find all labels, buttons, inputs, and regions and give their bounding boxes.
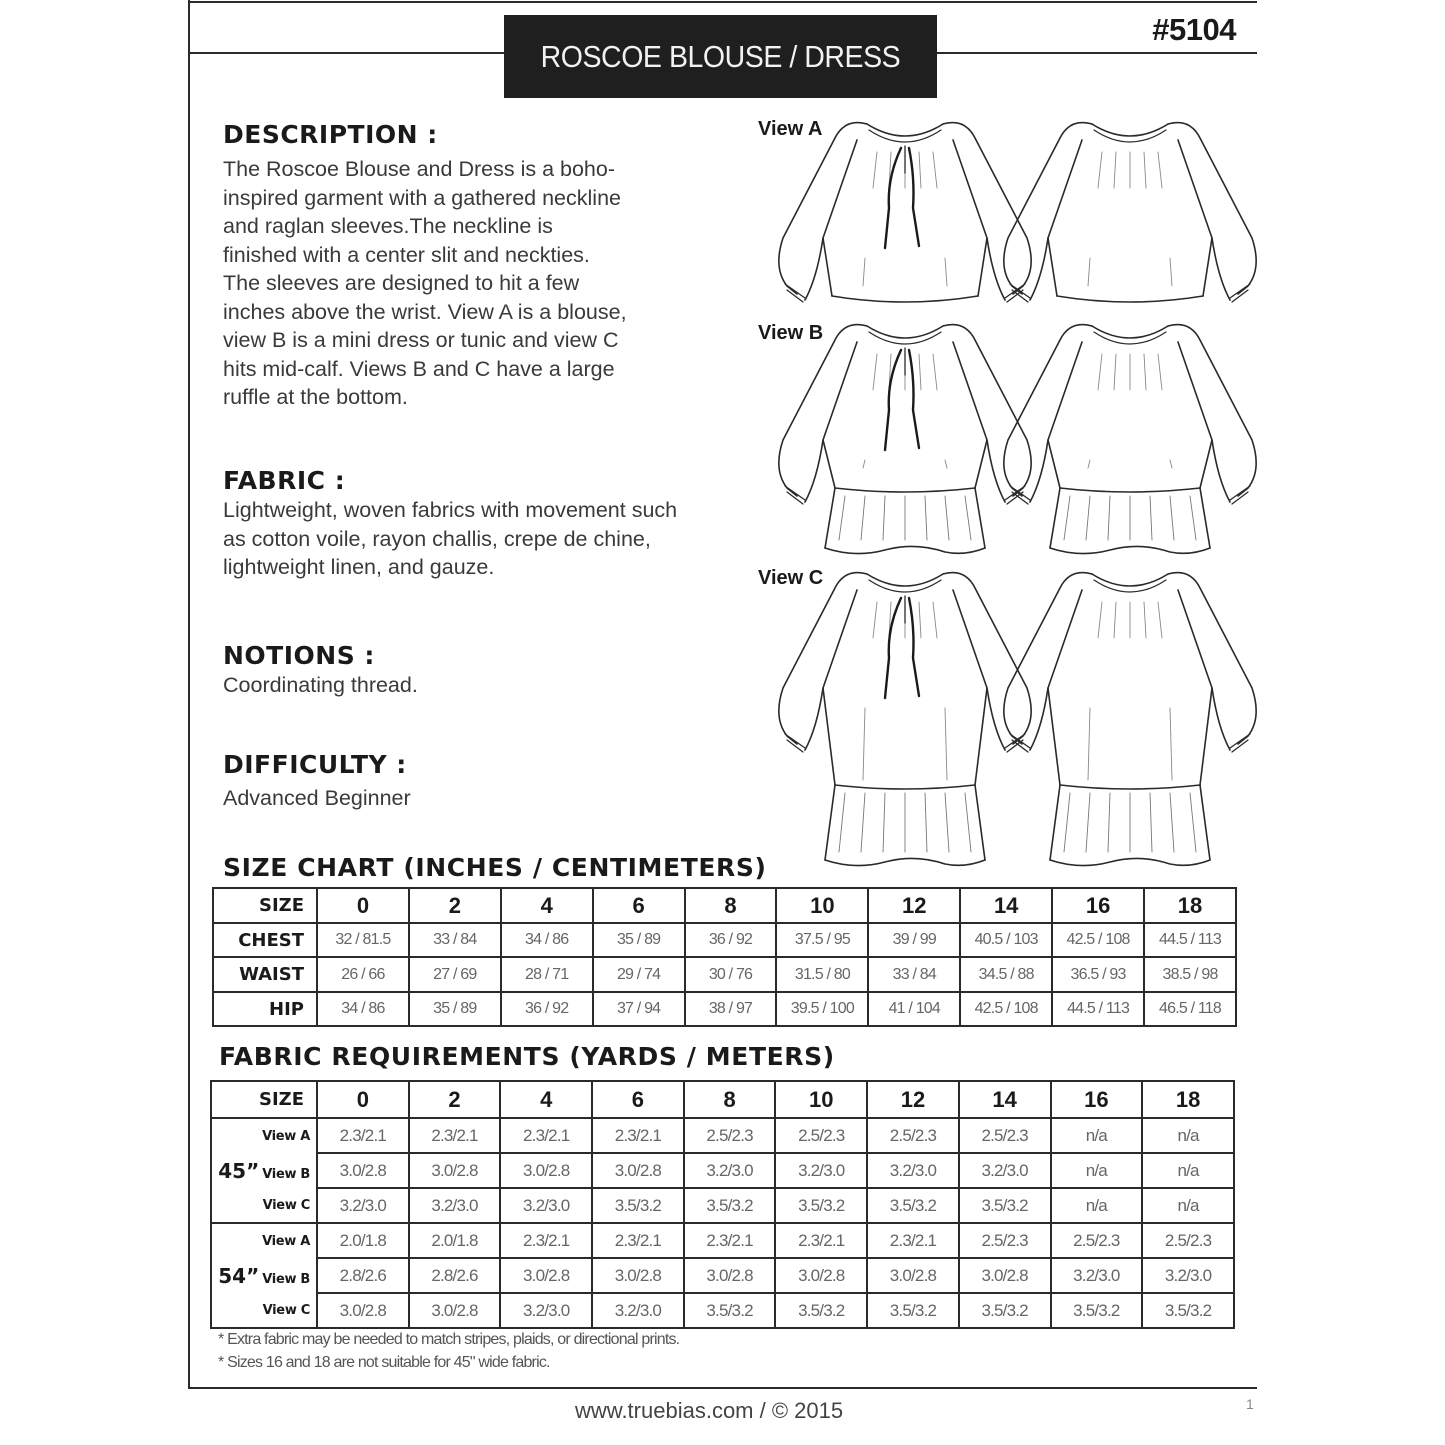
measurement-cell: 28 / 71 [501, 957, 593, 992]
measurement-cell: 44.5 / 113 [1052, 992, 1144, 1026]
description-line: and raglan sleeves.The neckline is [223, 214, 553, 238]
size-column-header: 14 [960, 888, 1052, 923]
view-b-back-neckline [1092, 326, 1168, 338]
view-c-back-body-fold [1170, 708, 1172, 780]
fabric-yardage-cell: 3.0/2.8 [409, 1153, 501, 1188]
view-c-front-ruffle-left [825, 785, 835, 860]
view-c-front-left-tie [885, 598, 901, 698]
view-c-back-ruffle-right [1200, 785, 1210, 860]
view-a-front-gather [873, 152, 877, 188]
view-a-front-right-raglan-seam [953, 140, 1005, 300]
fabric-yardage-cell: 2.0/1.8 [409, 1223, 501, 1258]
view-a-front-left-raglan-seam [805, 140, 857, 300]
fabric-yardage-cell: 2.3/2.1 [592, 1118, 684, 1153]
size-header-label: SIZE [213, 888, 317, 923]
view-c-back-ruffle-left [1050, 785, 1060, 860]
fabric-line: as cotton voile, rayon challis, crepe de chine, [223, 526, 651, 551]
view-c-front-right-tie [909, 598, 919, 696]
fabric-view-label: View A [262, 1234, 310, 1249]
measurement-cell: 42.5 / 108 [960, 992, 1052, 1026]
view-c-front-gather [919, 602, 921, 638]
fabric-requirements-table [210, 1080, 1235, 1329]
view-a-back-body-fold [1170, 258, 1172, 286]
view-a-back-gather [1144, 152, 1146, 188]
fabric-view-label: View C [262, 1303, 310, 1318]
view-c-front-body-fold [863, 708, 865, 780]
view-c-back-ruffle-fold [1086, 793, 1090, 852]
fabric-yardage-cell: 3.0/2.8 [592, 1258, 684, 1293]
view-b-back-left-side [1048, 440, 1060, 488]
fabric-yardage-cell: 2.5/2.3 [959, 1223, 1051, 1258]
fabric-yardage-cell: 3.5/3.2 [775, 1188, 867, 1223]
size-chart-header-row [213, 888, 1236, 923]
fabric-yardage-cell: 2.8/2.6 [317, 1258, 409, 1293]
view-a-front-neckline [867, 124, 943, 136]
view-a-back-left-side [1048, 238, 1057, 296]
view-b-front-ruffle-seam [835, 488, 975, 492]
fabric-yardage-cell: 3.2/3.0 [1142, 1258, 1234, 1293]
view-b-label: View B [758, 322, 824, 344]
view-b-back-ruffle-fold [1170, 496, 1174, 540]
view-c-front-ruffle-fold [861, 793, 865, 852]
view-a-back-hem [1057, 296, 1203, 302]
measurement-cell: 34.5 / 88 [960, 957, 1052, 992]
fabric-yardage-cell: 3.0/2.8 [959, 1258, 1051, 1293]
view-c-back-neckline [1092, 574, 1168, 586]
fabric-yardage-cell: 3.5/3.2 [867, 1188, 959, 1223]
view-b-front-right-tie [909, 350, 919, 448]
fabric-yardage-cell: 3.5/3.2 [1051, 1293, 1143, 1328]
view-c-front-ruffle-fold [945, 793, 949, 852]
fabric-size-column-header: 4 [500, 1081, 592, 1118]
fabric-size-column-header: 8 [684, 1081, 776, 1118]
fabric-yardage-cell: 3.5/3.2 [775, 1293, 867, 1328]
fabric-yardage-cell: 2.3/2.1 [684, 1223, 776, 1258]
view-c-back-ruffle-fold [1150, 793, 1152, 852]
measurement-label: HIP [213, 992, 317, 1026]
view-b-front-ruffle-fold [839, 496, 845, 540]
fabric-yardage-cell: 3.0/2.8 [500, 1258, 592, 1293]
fabric-yardage-cell: n/a [1051, 1118, 1143, 1153]
fabric-yardage-cell: 3.5/3.2 [684, 1293, 776, 1328]
fabric-size-column-header: 6 [592, 1081, 684, 1118]
view-b-back-left-raglan-seam [1030, 342, 1082, 502]
fabric-yardage-cell: 3.2/3.0 [592, 1293, 684, 1328]
view-b-front-ruffle-left [825, 488, 835, 548]
view-a-back-gather [1158, 152, 1162, 188]
view-b-back-gather [1144, 354, 1146, 390]
view-b-front-right-side [975, 440, 987, 488]
measurement-cell: 37 / 94 [593, 992, 685, 1026]
view-c-front-neckline [867, 574, 943, 586]
fabric-yardage-cell: 3.0/2.8 [867, 1258, 959, 1293]
fabric-yardage-cell: 3.5/3.2 [867, 1293, 959, 1328]
fabric-heading: FABRIC : [223, 466, 346, 495]
fabric-yardage-cell: 2.5/2.3 [775, 1118, 867, 1153]
measurement-cell: 26 / 66 [317, 957, 409, 992]
view-a-back-gather [1098, 152, 1102, 188]
size-chart-title: SIZE CHART (INCHES / CENTIMETERS) [223, 853, 767, 882]
frame-bottom-border [188, 1387, 1257, 1389]
fabric-yardage-cell: 2.5/2.3 [867, 1118, 959, 1153]
measurement-cell: 41 / 104 [868, 992, 960, 1026]
measurement-cell: 39.5 / 100 [776, 992, 868, 1026]
fabric-yardage-cell: 2.0/1.8 [317, 1223, 409, 1258]
view-a-front-right-side [978, 238, 987, 296]
view-b-front-ruffle-fold [945, 496, 949, 540]
measurement-cell: 36 / 92 [501, 992, 593, 1026]
view-b-front-left-raglan-seam [805, 342, 857, 502]
view-c-back-left-side [1048, 688, 1060, 785]
view-b-front-ruffle-right [975, 488, 985, 548]
fabric-size-column-header: 18 [1142, 1081, 1234, 1118]
view-c-back-right-raglan-seam [1178, 590, 1230, 750]
view-c-back-gather [1158, 602, 1162, 638]
fabric-size-column-header: 12 [867, 1081, 959, 1118]
fabric-size-column-header: 0 [317, 1081, 409, 1118]
fabric-yardage-cell: 2.5/2.3 [1142, 1223, 1234, 1258]
view-b-front-gather [873, 354, 877, 390]
view-b-front-ruffle-fold [861, 496, 865, 540]
fabric-yardage-cell: 3.2/3.0 [684, 1153, 776, 1188]
fabric-yardage-cell: n/a [1051, 1153, 1143, 1188]
fabric-yardage-cell: n/a [1142, 1153, 1234, 1188]
size-chart-table [212, 887, 1237, 1027]
pattern-title: ROSCOE BLOUSE / DRESS [540, 38, 901, 74]
view-b-front-body-fold [863, 460, 865, 468]
view-c-front-ruffle-right [975, 785, 985, 860]
view-c-back-ruffle-seam [1060, 785, 1200, 789]
measurement-cell: 37.5 / 95 [776, 923, 868, 957]
view-c-back-hem [1050, 858, 1210, 865]
measurement-cell: 40.5 / 103 [960, 923, 1052, 957]
view-a-front-hem [832, 296, 978, 302]
size-column-header: 0 [317, 888, 409, 923]
view-a-front-right-tie [909, 148, 919, 246]
view-c-back-left-raglan-seam [1030, 590, 1082, 750]
view-b-back-gather [1158, 354, 1162, 390]
view-b-back-ruffle-fold [1064, 496, 1070, 540]
fabric-row [211, 1258, 1234, 1293]
fabric-row [211, 1188, 1234, 1223]
view-a-back-neckline [1092, 124, 1168, 136]
fabric-yardage-cell: 3.2/3.0 [775, 1153, 867, 1188]
view-b-front-ruffle-fold [883, 496, 885, 540]
view-c-front-left-raglan-seam [805, 590, 857, 750]
measurement-cell: 31.5 / 80 [776, 957, 868, 992]
view-b-back-right-side [1200, 440, 1212, 488]
fabric-row-label [211, 1223, 317, 1258]
view-c-back-ruffle-fold [1064, 793, 1070, 852]
view-c-back-body-fold [1088, 708, 1090, 780]
view-b-front-ruffle-fold [965, 496, 971, 540]
fabric-line: Lightweight, woven fabrics with movement such [223, 498, 678, 522]
note-extra-fabric: * Extra fabric may be needed to match stripes, plaids, or directional prints. [218, 1331, 680, 1348]
view-b-front-ruffle-fold [925, 496, 927, 540]
fabric-view-label: View B [262, 1271, 310, 1287]
measurement-cell: 46.5 / 118 [1144, 992, 1236, 1026]
view-b-back-body-fold [1170, 460, 1172, 468]
footer-website-copyright: www.truebias.com / © 2015 [575, 1398, 844, 1423]
view-b-back-ruffle-left [1050, 488, 1060, 548]
measurement-cell: 33 / 84 [868, 957, 960, 992]
size-column-header: 8 [685, 888, 777, 923]
fabric-yardage-cell: 2.8/2.6 [409, 1258, 501, 1293]
size-column-header: 6 [593, 888, 685, 923]
fabric-yardage-cell: 3.2/3.0 [959, 1153, 1051, 1188]
fabric-yardage-cell: 3.0/2.8 [500, 1153, 592, 1188]
view-b-back-gather [1098, 354, 1102, 390]
view-c-back-gather [1098, 602, 1102, 638]
measurement-cell: 35 / 89 [593, 923, 685, 957]
view-c-back-ruffle-fold [1108, 793, 1110, 852]
measurement-cell: 44.5 / 113 [1144, 923, 1236, 957]
fabric-yardage-cell: 3.2/3.0 [500, 1188, 592, 1223]
fabric-yardage-cell: 3.2/3.0 [1051, 1258, 1143, 1293]
view-c-back-right-side [1200, 688, 1212, 785]
fabric-row [211, 1293, 1234, 1328]
fabric-yardage-cell: 3.5/3.2 [684, 1188, 776, 1223]
measurement-label: WAIST [213, 957, 317, 992]
measurement-cell: 30 / 76 [685, 957, 777, 992]
description-line: The Roscoe Blouse and Dress is a boho- [223, 157, 615, 181]
note-sizes-45: * Sizes 16 and 18 are not suitable for 45" wide fabric. [218, 1354, 550, 1371]
fabric-view-label: View B [262, 1166, 310, 1182]
description-line: ruffle at the bottom. [223, 385, 408, 409]
view-b-back-ruffle-seam [1060, 488, 1200, 492]
view-c-front-body-fold [945, 708, 947, 780]
size-column-header: 10 [776, 888, 868, 923]
description-line: inches above the wrist. View A is a blouse, [223, 299, 627, 324]
fabric-view-label: View A [262, 1129, 310, 1144]
fabric-yardage-cell: 2.3/2.1 [775, 1223, 867, 1258]
view-a-front-left-tie [885, 148, 901, 248]
description-line: The sleeves are designed to hit a few [223, 271, 580, 295]
pattern-number: #5104 [1152, 12, 1236, 47]
fabric-yardage-cell: 2.3/2.1 [867, 1223, 959, 1258]
view-b-back-ruffle-fold [1086, 496, 1090, 540]
view-b-front-gather [933, 354, 937, 390]
measurement-cell: 34 / 86 [501, 923, 593, 957]
view-c-front-right-side [975, 688, 987, 785]
fabric-yardage-cell: 2.5/2.3 [684, 1118, 776, 1153]
measurement-cell: 32 / 81.5 [317, 923, 409, 957]
notions-heading: NOTIONS : [223, 641, 375, 670]
view-c-front-ruffle-fold [839, 793, 845, 852]
fabric-yardage-cell: 3.5/3.2 [592, 1188, 684, 1223]
size-chart-row-chest [213, 923, 1236, 957]
view-b-front-left-side [823, 440, 835, 488]
fabric-yardage-cell: n/a [1142, 1188, 1234, 1223]
view-c-front-gather [873, 602, 877, 638]
description-line: hits mid-calf. Views B and C have a large [223, 356, 615, 381]
view-a-back-gather [1114, 152, 1116, 188]
view-a-front-left-side [823, 238, 832, 296]
size-column-header: 18 [1144, 888, 1236, 923]
view-a-back-right-raglan-seam [1178, 140, 1230, 300]
measurement-cell: 29 / 74 [593, 957, 685, 992]
view-b-back-hem [1050, 546, 1210, 553]
fabric-yardage-cell: 3.2/3.0 [500, 1293, 592, 1328]
measurement-cell: 33 / 84 [409, 923, 501, 957]
fabric-row [211, 1153, 1234, 1188]
view-c-front-gather [933, 602, 937, 638]
fabric-row-label [211, 1118, 317, 1153]
measurement-label: CHEST [213, 923, 317, 957]
view-b-back-ruffle-fold [1108, 496, 1110, 540]
size-column-header: 16 [1052, 888, 1144, 923]
view-b-front-neckline [867, 326, 943, 338]
fabric-width-label: 45” [218, 1158, 260, 1183]
fabric-yardage-cell: 3.0/2.8 [684, 1258, 776, 1293]
measurement-cell: 27 / 69 [409, 957, 501, 992]
view-c-front-ruffle-seam [835, 785, 975, 789]
size-column-header: 2 [409, 888, 501, 923]
view-c-back-ruffle-fold [1190, 793, 1196, 852]
fabric-yardage-cell: 3.0/2.8 [409, 1293, 501, 1328]
view-a-label: View A [758, 118, 823, 140]
measurement-cell: 38.5 / 98 [1144, 957, 1236, 992]
fabric-header-row [211, 1081, 1234, 1118]
view-b-front-gather [919, 354, 921, 390]
fabric-row-label [211, 1188, 317, 1223]
size-chart-row-waist [213, 957, 1236, 992]
fabric-yardage-cell: 2.3/2.1 [500, 1118, 592, 1153]
measurement-cell: 36.5 / 93 [1052, 957, 1144, 992]
fabric-yardage-cell: 3.2/3.0 [409, 1188, 501, 1223]
fabric-size-header-label: SIZE [211, 1081, 317, 1118]
view-c-label: View C [758, 567, 824, 589]
fabric-size-column-header: 16 [1051, 1081, 1143, 1118]
difficulty-heading: DIFFICULTY : [223, 750, 407, 779]
measurement-cell: 42.5 / 108 [1052, 923, 1144, 957]
size-chart-row-hip [213, 992, 1236, 1026]
view-b-back-gather [1114, 354, 1116, 390]
fabric-yardage-cell: 3.2/3.0 [317, 1188, 409, 1223]
fabric-yardage-cell: 3.2/3.0 [867, 1153, 959, 1188]
fabric-row-label [211, 1153, 317, 1188]
fabric-yardage-cell: 2.3/2.1 [317, 1118, 409, 1153]
view-c-back-ruffle-fold [1170, 793, 1174, 852]
fabric-row-label [211, 1258, 317, 1293]
measurement-cell: 35 / 89 [409, 992, 501, 1026]
fabric-yardage-cell: 3.0/2.8 [317, 1293, 409, 1328]
view-b-back-right-raglan-seam [1178, 342, 1230, 502]
view-b-front-body-fold [945, 460, 947, 468]
view-b-front-left-tie [885, 350, 901, 450]
measurement-cell: 38 / 97 [685, 992, 777, 1026]
fabric-yardage-cell: 3.0/2.8 [775, 1258, 867, 1293]
fabric-yardage-cell: n/a [1142, 1118, 1234, 1153]
description-line: view B is a mini dress or tunic and view C [223, 328, 619, 352]
view-c-back-gather [1144, 602, 1146, 638]
view-c-front-right-raglan-seam [953, 590, 1005, 750]
fabric-yardage-cell: 3.0/2.8 [592, 1153, 684, 1188]
fabric-row-label [211, 1293, 317, 1328]
fabric-yardage-cell: 2.3/2.1 [592, 1223, 684, 1258]
view-b-back-body-fold [1088, 460, 1090, 468]
fabric-size-column-header: 2 [409, 1081, 501, 1118]
fabric-yardage-cell: 2.5/2.3 [959, 1118, 1051, 1153]
notions-text: Coordinating thread. [223, 673, 418, 697]
view-b-back-ruffle-fold [1190, 496, 1196, 540]
view-a-back-right-side [1203, 238, 1212, 296]
view-c-front-left-side [823, 688, 835, 785]
view-a-front-gather [933, 152, 937, 188]
view-c-front-hem [825, 858, 985, 865]
fabric-size-column-header: 14 [959, 1081, 1051, 1118]
view-c-back-gather [1114, 602, 1116, 638]
view-a-back-left-raglan-seam [1030, 140, 1082, 300]
fabric-requirements-title: FABRIC REQUIREMENTS (YARDS / METERS) [219, 1042, 835, 1071]
fabric-yardage-cell: 3.5/3.2 [1142, 1293, 1234, 1328]
fabric-line: lightweight linen, and gauze. [223, 555, 495, 579]
view-a-front-body-fold [945, 258, 947, 286]
description-line: finished with a center slit and neckties. [223, 242, 590, 267]
view-b-front-hem [825, 546, 985, 553]
page-number: 1 [1246, 1396, 1254, 1412]
view-c-front-ruffle-fold [925, 793, 927, 852]
view-c-front-ruffle-fold [965, 793, 971, 852]
view-c-front-ruffle-fold [883, 793, 885, 852]
measurement-cell: 34 / 86 [317, 992, 409, 1026]
view-b-front-right-raglan-seam [953, 342, 1005, 502]
measurement-cell: 36 / 92 [685, 923, 777, 957]
size-column-header: 12 [868, 888, 960, 923]
fabric-row [211, 1223, 1234, 1258]
fabric-yardage-cell: 2.5/2.3 [1051, 1223, 1143, 1258]
view-b-back-ruffle-right [1200, 488, 1210, 548]
fabric-yardage-cell: 3.5/3.2 [959, 1293, 1051, 1328]
description-heading: DESCRIPTION : [223, 120, 438, 149]
fabric-row [211, 1118, 1234, 1153]
measurement-cell: 39 / 99 [868, 923, 960, 957]
fabric-width-label: 54” [218, 1263, 260, 1288]
fabric-size-column-header: 10 [775, 1081, 867, 1118]
view-a-front-body-fold [863, 258, 865, 286]
fabric-yardage-cell: 2.3/2.1 [500, 1223, 592, 1258]
difficulty-text: Advanced Beginner [223, 786, 411, 810]
fabric-yardage-cell: 3.5/3.2 [959, 1188, 1051, 1223]
view-b-back-ruffle-fold [1150, 496, 1152, 540]
fabric-view-label: View C [262, 1198, 310, 1213]
view-a-front-gather [919, 152, 921, 188]
description-line: inspired garment with a gathered neckline [223, 185, 621, 210]
fabric-yardage-cell: 2.3/2.1 [409, 1118, 501, 1153]
fabric-yardage-cell: n/a [1051, 1188, 1143, 1223]
view-a-back-body-fold [1088, 258, 1090, 286]
fabric-yardage-cell: 3.0/2.8 [317, 1153, 409, 1188]
size-column-header: 4 [501, 888, 593, 923]
